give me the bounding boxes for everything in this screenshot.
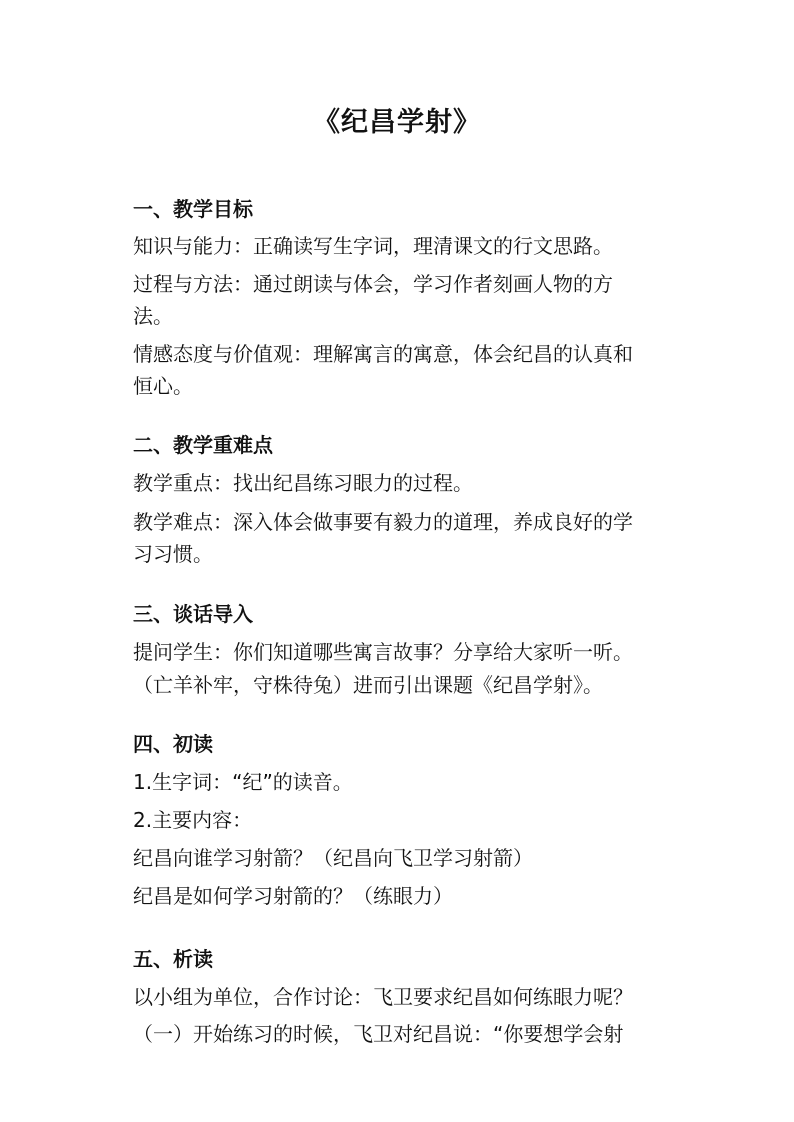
paragraph-line: 恒心。 (133, 374, 193, 398)
paragraph-line: 过程与方法：通过朗读与体会，学习作者刻画人物的方 (133, 272, 613, 296)
paragraph-line: 情感态度与价值观：理解寓言的寓意，体会纪昌的认真和 (133, 342, 633, 366)
section-heading-objectives: 一、教学目标 (133, 197, 253, 221)
paragraph-line: 教学重点：找出纪昌练习眼力的过程。 (133, 471, 473, 495)
paragraph-line: 纪昌是如何学习射箭的？（练眼力） (133, 884, 453, 908)
paragraph-line: 教学难点：深入体会做事要有毅力的道理，养成良好的学 (133, 510, 633, 534)
paragraph-line: 习习惯。 (133, 542, 213, 566)
paragraph-line: （亡羊补牢，守株待兔）进而引出课题《纪昌学射》。 (133, 673, 603, 697)
paragraph-line: 1.生字词：“纪”的读音。 (133, 770, 353, 794)
paragraph-line: 提问学生：你们知道哪些寓言故事？分享给大家听一听。 (133, 640, 633, 664)
paragraph-line: 纪昌向谁学习射箭？（纪昌向飞卫学习射箭） (133, 846, 533, 870)
document-title: 《纪昌学射》 (313, 107, 481, 138)
paragraph-line: （一）开始练习的时候，飞卫对纪昌说：“你要想学会射 (133, 1022, 624, 1046)
section-heading-first-reading: 四、初读 (133, 732, 213, 756)
paragraph-line: 法。 (133, 304, 173, 328)
paragraph-line: 2.主要内容： (133, 808, 253, 832)
paragraph-line: 以小组为单位，合作讨论：飞卫要求纪昌如何练眼力呢？ (133, 985, 633, 1009)
section-heading-introduction: 三、谈话导入 (133, 602, 253, 626)
section-heading-key-points: 二、教学重难点 (133, 433, 273, 457)
paragraph-line: 知识与能力：正确读写生字词，理清课文的行文思路。 (133, 234, 613, 258)
section-heading-analysis: 五、析读 (133, 947, 213, 971)
